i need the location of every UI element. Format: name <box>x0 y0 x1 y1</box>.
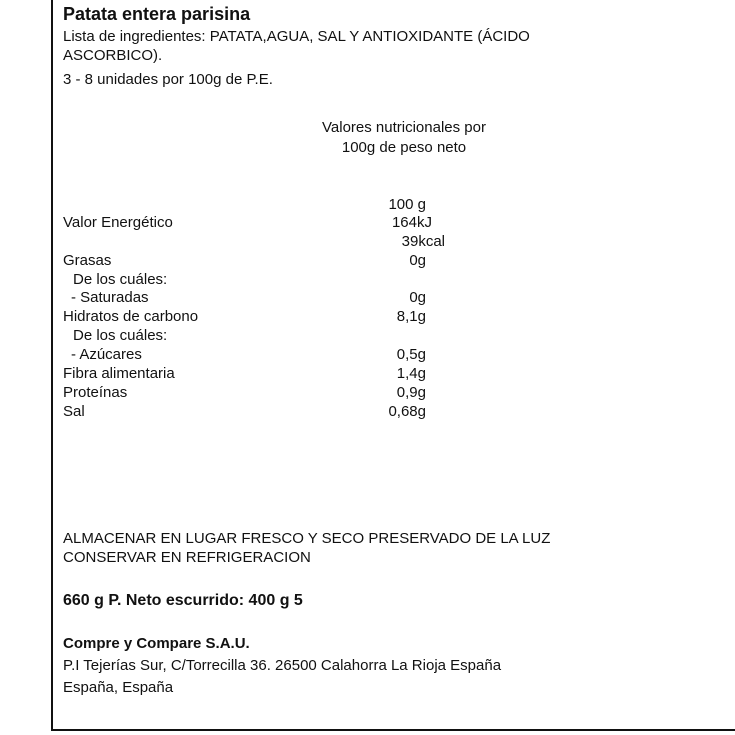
nutrition-value: 164kJ <box>391 214 432 231</box>
nutrition-value: 0g <box>409 252 426 269</box>
nutrition-header-line-2: 100g de peso neto <box>341 139 467 156</box>
nutrition-label: De los cuáles: <box>73 271 168 288</box>
storage-line-2: CONSERVAR EN REFRIGERACION <box>63 549 311 566</box>
ingredients-line-2: ASCORBICO). <box>63 47 163 64</box>
storage-line-1: ALMACENAR EN LUGAR FRESCO Y SECO PRESERVADO DE LA LUZ <box>63 530 551 547</box>
nutrition-label: Sal <box>63 403 85 420</box>
nutrition-value: 39kcal <box>401 233 445 250</box>
nutrition-label: Hidratos de carbono <box>63 308 199 325</box>
nutrition-label: - Azúcares <box>71 346 142 363</box>
nutrition-value: 0,68g <box>388 403 426 420</box>
product-name: Patata entera parisina <box>63 4 251 24</box>
nutrition-label: Valor Energético <box>63 214 173 231</box>
company-name: Compre y Compare S.A.U. <box>63 635 250 652</box>
nutrition-label: Fibra alimentaria <box>63 365 175 382</box>
ingredients-line-1: Lista de ingredientes: PATATA,AGUA, SAL Y ANTIOXIDANTE (ÁCIDO <box>63 28 530 45</box>
nutrition-header-line-1: Valores nutricionales por <box>322 119 486 136</box>
nutrition-value: 0g <box>409 289 426 306</box>
nutrition-label: De los cuáles: <box>73 327 168 344</box>
nutrition-label: Grasas <box>63 252 112 269</box>
nutrition-value: 0,5g <box>396 346 426 363</box>
units-per-100g: 3 - 8 unidades por 100g de P.E. <box>63 71 273 88</box>
net-weight: 660 g P. Neto escurrido: 400 g 5 <box>63 592 303 609</box>
company-country: España, España <box>63 679 174 696</box>
nutrition-value: 8,1g <box>396 308 426 325</box>
nutrition-value: 0,9g <box>396 384 426 401</box>
nutrition-column-header: 100 g <box>388 196 426 213</box>
company-address: P.I Tejerías Sur, C/Torrecilla 36. 26500 Calahorra La Rioja España <box>63 657 502 674</box>
nutrition-label: - Saturadas <box>71 289 149 306</box>
nutrition-label: Proteínas <box>63 384 128 401</box>
nutrition-value: 1,4g <box>396 365 426 382</box>
